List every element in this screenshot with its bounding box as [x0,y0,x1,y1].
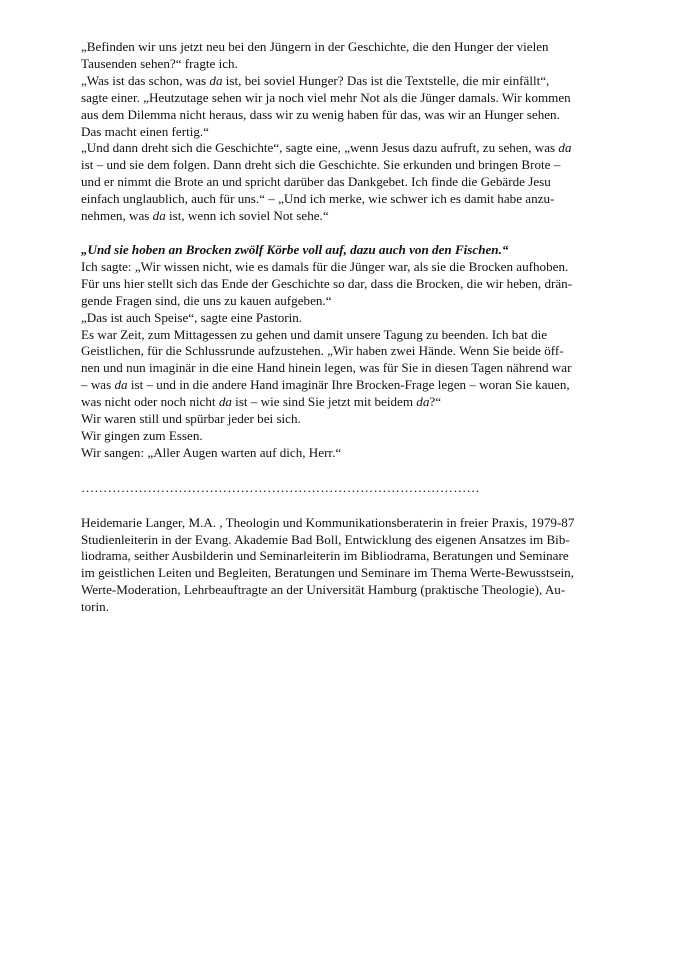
text-line: sagte einer. „Heutzutage sehen wir ja noch viel mehr Not als die Jünger damals. Wir kommen [81,89,571,105]
text-line: Wir sangen: „Aller Augen warten auf dich, Herr.“ [81,444,342,460]
emphasis: da [218,394,232,410]
text-line: nehmen, was da ist, wenn ich soviel Not sehe.“ [81,208,329,224]
text-line: was nicht oder noch nicht da ist – wie sind Sie jetzt mit beidem da?“ [81,394,442,410]
text-line: nen und nun imaginär in die eine Hand hinein legen, was für Sie in diesen Tagen nährend war [81,360,572,376]
text-line: aus dem Dilemma nicht heraus, dass wir zu wenig haben für das, was wir an Hunger sehen. [81,106,560,122]
text-line: – was da ist – und in die andere Hand imaginär Ihre Brocken-Frage legen – woran Sie kauen, [81,377,570,393]
bible-quote-heading: „Und sie hoben an Brocken zwölf Körbe voll auf, dazu auch von den Fischen.“ [81,241,509,257]
text-line: einfach unglaublich, auch für uns.“ – „Und ich merke, wie schwer ich es damit habe anzu- [81,191,555,207]
text-line: torin. [81,599,110,615]
text-line: im geistlichen Leiten und Begleiten, Beratungen und Seminare im Thema Werte-Bewusstsein, [81,565,574,581]
text-line: Tausenden sehen?“ fragte ich. [81,55,238,71]
text-line: gende Fragen sind, die uns zu kauen aufgeben.“ [81,292,332,308]
emphasis: da [558,140,572,156]
text-line: Heidemarie Langer, M.A. , Theologin und Kommunikationsberaterin in freier Praxis, 1979-87 [81,514,575,530]
text-line: Ich sagte: „Wir wissen nicht, wie es damals für die Jünger war, als sie die Brocken aufhoben. [81,258,569,274]
text-line: „Das ist auch Speise“, sagte eine Pastorin. [81,309,303,325]
text-line: Das macht einen fertig.“ [81,123,209,139]
emphasis: da [416,394,430,410]
text-line: liodrama, seither Ausbilderin und Seminarleiterin im Bibliodrama, Beratungen und Seminare [81,548,569,564]
closing-paragraph [81,259,601,462]
text-line: ist – und sie dem folgen. Dann dreht sich die Geschichte. Sie erkunden und bringen Brote – [81,157,561,173]
text-line: „Was ist das schon, was da ist, bei soviel Hunger? Das ist die Textstelle, die mir einfällt“, [81,72,550,88]
text-line: Wir gingen zum Essen. [81,427,203,443]
emphasis: da [152,208,166,224]
text-line: Geistlichen, für die Schlussrunde aufzustehen. „Wir haben zwei Hände. Wenn Sie beide öff- [81,343,564,359]
author-bio [81,515,601,616]
text-line: „Und dann dreht sich die Geschichte“, sagte eine, „wenn Jesus dazu aufruft, zu sehen, was da [81,140,572,156]
text-line: Werte-Moderation, Lehrbeauftragte an der Universität Hamburg (praktische Theologie), Au- [81,582,566,598]
text-line: Es war Zeit, zum Mittagessen zu gehen und damit unsere Tagung zu beenden. Ich bat die [81,326,548,342]
separator-line: ……………………………………………………………………………… [81,479,480,495]
text-line: Für uns hier stellt sich das Ende der Geschichte so dar, dass die Brocken, die wir heben, drän- [81,275,573,291]
text-line: Wir waren still und spürbar jeder bei sich. [81,411,301,427]
document-page [81,39,601,616]
dialogue-paragraph [81,39,601,225]
emphasis: da [114,377,128,393]
emphasis: da [209,72,223,88]
text-line: und er nimmt die Brote an und spricht darüber das Dankgebet. Ich finde die Gebärde Jesu [81,174,551,190]
text-line: „Befinden wir uns jetzt neu bei den Jüngern in der Geschichte, die den Hunger der vielen [81,39,549,54]
text-line: Studienleiterin in der Evang. Akademie Bad Boll, Entwicklung des eigenen Ansatzes im Bib- [81,531,570,547]
